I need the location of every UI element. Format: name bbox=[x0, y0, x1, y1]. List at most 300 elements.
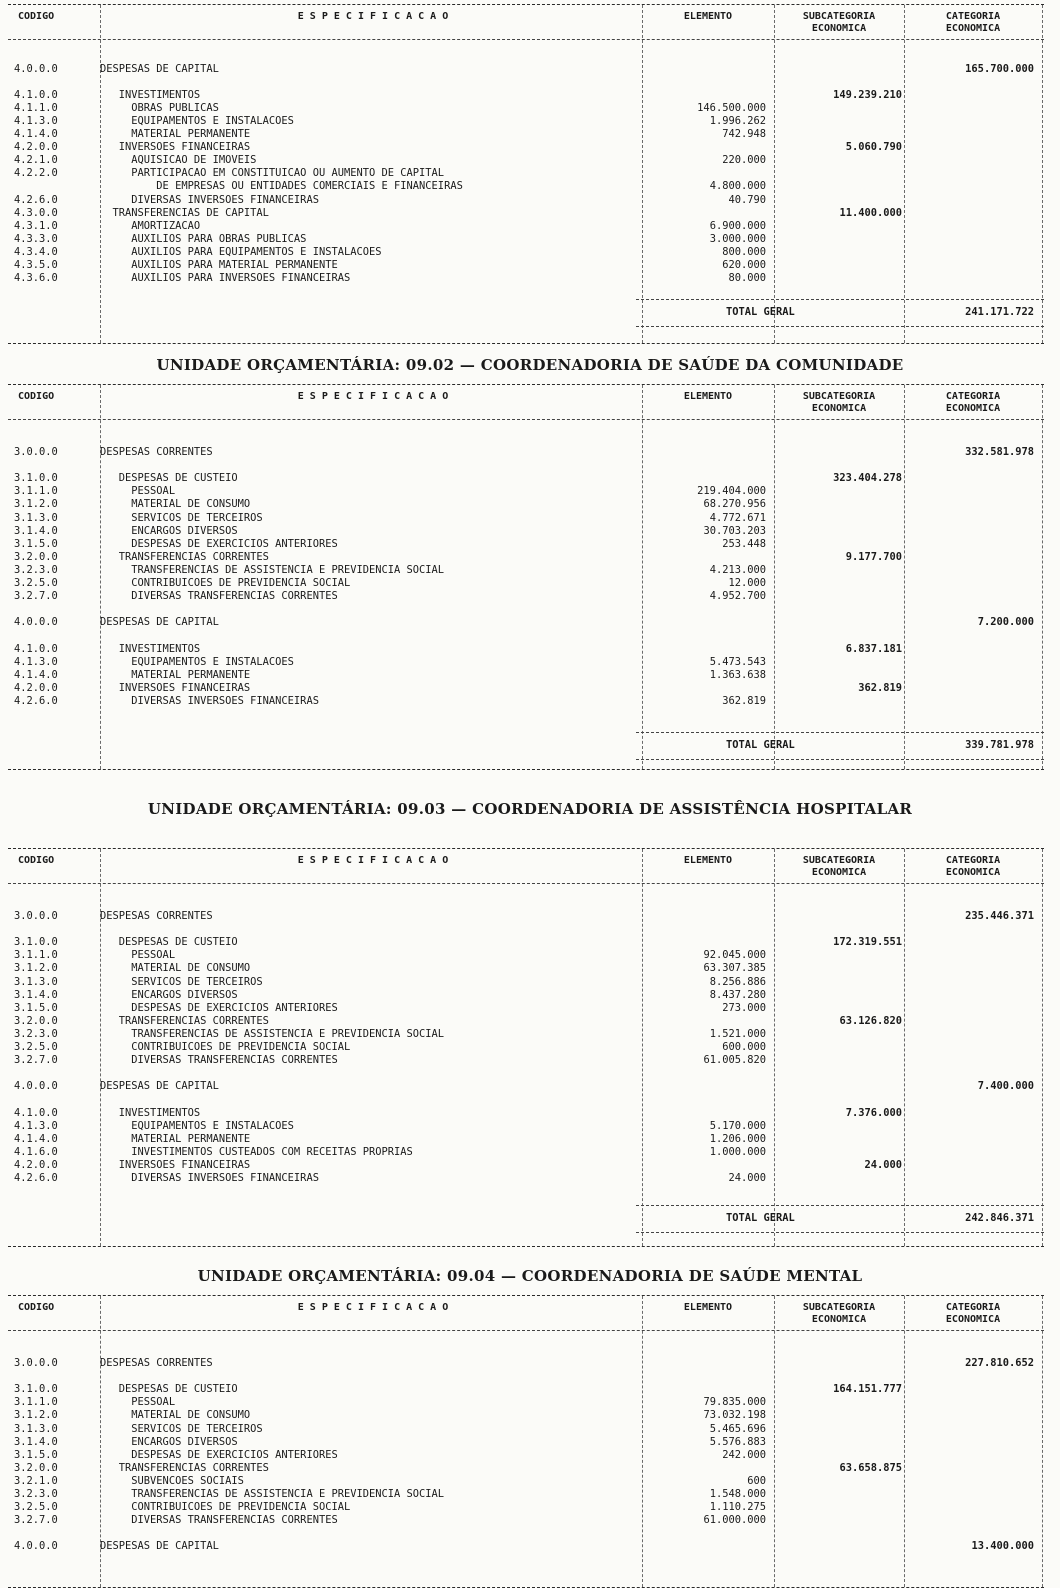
row-description: TRANSFERENCIAS DE ASSISTENCIA E PREVIDENCIA SOCIAL bbox=[100, 1027, 445, 1040]
row-description: AMORTIZACAO bbox=[100, 219, 201, 232]
row-description: EQUIPAMENTOS E INSTALACOES bbox=[100, 655, 294, 668]
table-row bbox=[8, 459, 1044, 472]
row-description: DE EMPRESAS OU ENTIDADES COMERCIAIS E FINANCEIRAS bbox=[100, 180, 463, 193]
row-elemento: 1.363.638 bbox=[709, 668, 766, 681]
row-description: DIVERSAS INVERSOES FINANCEIRAS bbox=[100, 193, 319, 206]
row-code: 4.0.0.0 bbox=[14, 1080, 58, 1093]
row-subcategoria: 63.658.875 bbox=[839, 1461, 902, 1474]
table-row bbox=[8, 1093, 1044, 1106]
row-code: 3.0.0.0 bbox=[14, 1357, 58, 1369]
budget-table bbox=[8, 4, 1044, 344]
row-categoria: 13.400.000 bbox=[971, 1540, 1034, 1553]
row-description: DESPESAS CORRENTES bbox=[100, 446, 213, 458]
row-elemento: 61.005.820 bbox=[703, 1054, 766, 1067]
table-row bbox=[8, 1449, 1044, 1462]
table-row bbox=[8, 1527, 1044, 1540]
row-elemento: 5.170.000 bbox=[709, 1119, 766, 1132]
row-code: 3.1.0.0 bbox=[14, 1383, 58, 1396]
table-row bbox=[8, 220, 1044, 233]
row-elemento: 68.270.956 bbox=[703, 498, 766, 511]
table-row bbox=[8, 1172, 1044, 1185]
row-description: SERVICOS DE TERCEIROS bbox=[100, 511, 263, 524]
row-elemento: 4.772.671 bbox=[709, 511, 766, 524]
row-description: DIVERSAS TRANSFERENCIAS CORRENTES bbox=[100, 1514, 338, 1527]
row-description: PESSOAL bbox=[100, 485, 176, 498]
table-row bbox=[8, 1015, 1044, 1028]
row-categoria: 7.400.000 bbox=[977, 1080, 1034, 1093]
table-row bbox=[8, 76, 1044, 89]
table-row bbox=[8, 1488, 1044, 1501]
row-code: 3.0.0.0 bbox=[14, 446, 58, 458]
budget-table bbox=[8, 384, 1044, 770]
header-codigo: CODIGO bbox=[18, 391, 55, 402]
row-code: 3.1.4.0 bbox=[14, 524, 58, 537]
row-code: 3.2.5.0 bbox=[14, 577, 58, 589]
row-elemento: 30.703.203 bbox=[703, 524, 766, 537]
table-row bbox=[8, 1120, 1044, 1133]
row-code: 4.3.4.0 bbox=[14, 245, 58, 258]
row-description: TRANSFERENCIAS CORRENTES bbox=[100, 1461, 269, 1474]
table-row bbox=[8, 180, 1044, 193]
table-row bbox=[8, 1133, 1044, 1146]
table-row bbox=[8, 577, 1044, 590]
table-row bbox=[8, 682, 1044, 695]
table-row bbox=[8, 272, 1044, 285]
table-row bbox=[8, 962, 1044, 975]
row-code: 4.0.0.0 bbox=[14, 63, 58, 75]
row-subcategoria: 172.319.551 bbox=[833, 936, 902, 949]
row-description: SERVICOS DE TERCEIROS bbox=[100, 1422, 263, 1435]
row-subcategoria: 9.177.700 bbox=[845, 550, 902, 563]
table-row bbox=[8, 1067, 1044, 1080]
header-categoria: CATEGORIA ECONOMICA bbox=[945, 855, 1001, 878]
row-description: MATERIAL PERMANENTE bbox=[100, 1132, 251, 1145]
total-value: 242.846.371 bbox=[965, 1212, 1034, 1224]
row-subcategoria: 362.819 bbox=[858, 681, 902, 694]
budget-table bbox=[8, 848, 1044, 1247]
header-codigo: CODIGO bbox=[18, 1302, 55, 1313]
header-especificacao: E S P E C I F I C A C A O bbox=[297, 1302, 449, 1313]
row-code: 4.1.3.0 bbox=[14, 115, 58, 128]
row-code: 3.2.7.0 bbox=[14, 1054, 58, 1067]
row-elemento: 8.256.886 bbox=[709, 975, 766, 988]
table-row bbox=[8, 1409, 1044, 1422]
header-codigo: CODIGO bbox=[18, 855, 55, 866]
table-row bbox=[8, 141, 1044, 154]
row-subcategoria: 6.837.181 bbox=[845, 642, 902, 655]
table-row bbox=[8, 643, 1044, 656]
row-description: DIVERSAS INVERSOES FINANCEIRAS bbox=[100, 1172, 319, 1184]
row-description: INVESTIMENTOS bbox=[100, 89, 201, 102]
row-description: MATERIAL DE CONSUMO bbox=[100, 1409, 251, 1422]
row-code: 3.2.0.0 bbox=[14, 1461, 58, 1474]
row-description: OBRAS PUBLICAS bbox=[100, 102, 219, 115]
row-code: 4.0.0.0 bbox=[14, 1540, 58, 1553]
table-row bbox=[8, 525, 1044, 538]
total-label: TOTAL GERAL bbox=[726, 1212, 795, 1224]
table-row bbox=[8, 656, 1044, 669]
table-row bbox=[8, 564, 1044, 577]
unit-title: UNIDADE ORÇAMENTÁRIA: 09.04 — COORDENADORIA DE SAÚDE MENTAL bbox=[197, 1267, 863, 1285]
row-description: DESPESAS CORRENTES bbox=[100, 1357, 213, 1369]
row-code: 3.1.1.0 bbox=[14, 485, 58, 498]
row-elemento: 362.819 bbox=[722, 694, 766, 707]
table-row bbox=[8, 949, 1044, 962]
table-row bbox=[8, 1475, 1044, 1488]
table-row bbox=[8, 194, 1044, 207]
row-code: 4.1.4.0 bbox=[14, 128, 58, 141]
row-elemento: 600 bbox=[747, 1474, 766, 1487]
row-elemento: 63.307.385 bbox=[703, 962, 766, 975]
row-code: 4.3.5.0 bbox=[14, 258, 58, 271]
row-code: 3.1.3.0 bbox=[14, 1422, 58, 1435]
row-code: 3.1.2.0 bbox=[14, 1409, 58, 1422]
row-code: 3.2.3.0 bbox=[14, 1488, 58, 1500]
table-row bbox=[8, 1396, 1044, 1409]
table-row bbox=[8, 551, 1044, 564]
table-row bbox=[8, 629, 1044, 642]
row-description: AUXILIOS PARA OBRAS PUBLICAS bbox=[100, 232, 307, 245]
budget-table bbox=[8, 1295, 1044, 1588]
header-elemento: ELEMENTO bbox=[683, 391, 733, 402]
row-code: 3.2.0.0 bbox=[14, 1014, 58, 1027]
row-elemento: 5.473.543 bbox=[709, 655, 766, 668]
header-elemento: ELEMENTO bbox=[683, 11, 733, 22]
row-description: INVERSOES FINANCEIRAS bbox=[100, 681, 251, 694]
row-elemento: 1.000.000 bbox=[709, 1145, 766, 1158]
row-description: PESSOAL bbox=[100, 1396, 176, 1409]
row-elemento: 4.800.000 bbox=[709, 180, 766, 193]
row-categoria: 227.810.652 bbox=[965, 1357, 1034, 1369]
row-subcategoria: 323.404.278 bbox=[833, 472, 902, 485]
table-row bbox=[8, 207, 1044, 220]
row-elemento: 61.000.000 bbox=[703, 1514, 766, 1527]
table-row bbox=[8, 89, 1044, 102]
table-row bbox=[8, 246, 1044, 259]
row-description: TRANSFERENCIAS DE CAPITAL bbox=[100, 206, 269, 219]
row-description: AUXILIOS PARA INVERSOES FINANCEIRAS bbox=[100, 271, 351, 284]
row-code: 3.1.5.0 bbox=[14, 537, 58, 550]
header-categoria: CATEGORIA ECONOMICA bbox=[945, 391, 1001, 414]
total-geral-box bbox=[636, 299, 1044, 327]
row-code: 3.2.5.0 bbox=[14, 1501, 58, 1514]
row-elemento: 79.835.000 bbox=[703, 1396, 766, 1409]
row-description: TRANSFERENCIAS DE ASSISTENCIA E PREVIDENCIA SOCIAL bbox=[100, 1488, 445, 1500]
row-description: AUXILIOS PARA EQUIPAMENTOS E INSTALACOES bbox=[100, 245, 382, 258]
total-value: 339.781.978 bbox=[965, 739, 1034, 751]
table-row bbox=[8, 154, 1044, 167]
row-description: PARTICIPACAO EM CONSTITUICAO OU AUMENTO DE CAPITAL bbox=[100, 167, 445, 180]
row-code: 3.1.2.0 bbox=[14, 962, 58, 975]
row-subcategoria: 7.376.000 bbox=[845, 1106, 902, 1119]
table-row bbox=[8, 167, 1044, 180]
row-description: DIVERSAS TRANSFERENCIAS CORRENTES bbox=[100, 1054, 338, 1067]
row-elemento: 4.213.000 bbox=[709, 563, 766, 576]
header-categoria: CATEGORIA ECONOMICA bbox=[945, 1302, 1001, 1325]
row-description: DESPESAS DE CUSTEIO bbox=[100, 1383, 238, 1396]
row-description: DESPESAS DE CAPITAL bbox=[100, 63, 219, 75]
row-code: 3.2.1.0 bbox=[14, 1474, 58, 1487]
table-row bbox=[8, 603, 1044, 616]
table-row bbox=[8, 616, 1044, 629]
table-row bbox=[8, 1159, 1044, 1172]
row-description: CONTRIBUICOES DE PREVIDENCIA SOCIAL bbox=[100, 1501, 351, 1514]
row-description: SERVICOS DE TERCEIROS bbox=[100, 975, 263, 988]
table-row bbox=[8, 128, 1044, 141]
row-description: DESPESAS DE CAPITAL bbox=[100, 616, 219, 629]
row-code: 3.1.0.0 bbox=[14, 472, 58, 485]
row-elemento: 220.000 bbox=[722, 154, 766, 167]
row-description: TRANSFERENCIAS DE ASSISTENCIA E PREVIDENCIA SOCIAL bbox=[100, 563, 445, 576]
row-description: INVESTIMENTOS bbox=[100, 1106, 201, 1119]
table-row bbox=[8, 1080, 1044, 1093]
row-description: AQUISICAO DE IMOVEIS bbox=[100, 154, 257, 167]
row-elemento: 5.465.696 bbox=[709, 1422, 766, 1435]
table-row bbox=[8, 1423, 1044, 1436]
table-row bbox=[8, 910, 1044, 923]
row-elemento: 1.548.000 bbox=[709, 1488, 766, 1500]
row-code: 3.2.3.0 bbox=[14, 1027, 58, 1040]
row-description: ENCARGOS DIVERSOS bbox=[100, 988, 238, 1001]
row-code: 3.2.0.0 bbox=[14, 550, 58, 563]
row-description: MATERIAL PERMANENTE bbox=[100, 128, 251, 141]
total-geral-box bbox=[636, 1205, 1044, 1233]
header-categoria: CATEGORIA ECONOMICA bbox=[945, 11, 1001, 34]
row-elemento: 219.404.000 bbox=[697, 485, 766, 498]
row-description: DESPESAS DE CAPITAL bbox=[100, 1080, 219, 1093]
total-geral-box bbox=[636, 732, 1044, 760]
row-elemento: 5.576.883 bbox=[709, 1435, 766, 1448]
unit-title: UNIDADE ORÇAMENTÁRIA: 09.03 — COORDENADORIA DE ASSISTÊNCIA HOSPITALAR bbox=[147, 800, 913, 818]
row-description: INVERSOES FINANCEIRAS bbox=[100, 1158, 251, 1171]
row-subcategoria: 5.060.790 bbox=[845, 141, 902, 154]
total-value: 241.171.722 bbox=[965, 306, 1034, 318]
total-label: TOTAL GERAL bbox=[726, 306, 795, 318]
row-code: 3.2.5.0 bbox=[14, 1041, 58, 1053]
row-description: EQUIPAMENTOS E INSTALACOES bbox=[100, 115, 294, 128]
row-code: 4.2.0.0 bbox=[14, 1158, 58, 1171]
row-code: 4.2.0.0 bbox=[14, 141, 58, 154]
row-elemento: 1.206.000 bbox=[709, 1132, 766, 1145]
row-code: 4.1.3.0 bbox=[14, 1119, 58, 1132]
row-code: 3.2.7.0 bbox=[14, 590, 58, 603]
row-elemento: 73.032.198 bbox=[703, 1409, 766, 1422]
row-code: 4.1.4.0 bbox=[14, 668, 58, 681]
row-code: 3.1.1.0 bbox=[14, 949, 58, 962]
header-especificacao: E S P E C I F I C A C A O bbox=[297, 855, 449, 866]
table-row bbox=[8, 590, 1044, 603]
table-row bbox=[8, 1501, 1044, 1514]
row-elemento: 620.000 bbox=[722, 258, 766, 271]
row-code: 4.1.0.0 bbox=[14, 1106, 58, 1119]
row-subcategoria: 63.126.820 bbox=[839, 1014, 902, 1027]
row-elemento: 4.952.700 bbox=[709, 590, 766, 603]
row-description: DESPESAS DE CAPITAL bbox=[100, 1540, 219, 1553]
row-elemento: 742.948 bbox=[722, 128, 766, 141]
row-elemento: 1.521.000 bbox=[709, 1027, 766, 1040]
row-elemento: 92.045.000 bbox=[703, 949, 766, 962]
row-elemento: 600.000 bbox=[722, 1041, 766, 1053]
row-subcategoria: 11.400.000 bbox=[839, 206, 902, 219]
table-row bbox=[8, 1436, 1044, 1449]
table-row bbox=[8, 989, 1044, 1002]
table-row bbox=[8, 1146, 1044, 1159]
row-code: 4.3.1.0 bbox=[14, 219, 58, 232]
table-row bbox=[8, 512, 1044, 525]
row-code: 4.1.1.0 bbox=[14, 102, 58, 115]
row-description: DESPESAS DE EXERCICIOS ANTERIORES bbox=[100, 537, 338, 550]
row-code: 3.1.2.0 bbox=[14, 498, 58, 511]
row-code: 3.1.4.0 bbox=[14, 1435, 58, 1448]
row-elemento: 253.448 bbox=[722, 537, 766, 550]
row-elemento: 12.000 bbox=[728, 577, 766, 589]
row-description: CONTRIBUICOES DE PREVIDENCIA SOCIAL bbox=[100, 1041, 351, 1053]
table-row bbox=[8, 669, 1044, 682]
row-categoria: 7.200.000 bbox=[977, 616, 1034, 629]
row-code: 4.1.0.0 bbox=[14, 642, 58, 655]
row-code: 3.1.5.0 bbox=[14, 1001, 58, 1014]
row-code: 3.1.0.0 bbox=[14, 936, 58, 949]
row-description: ENCARGOS DIVERSOS bbox=[100, 524, 238, 537]
table-row bbox=[8, 498, 1044, 511]
header-rule bbox=[8, 883, 1044, 884]
row-code: 3.1.5.0 bbox=[14, 1448, 58, 1461]
row-elemento: 8.437.280 bbox=[709, 988, 766, 1001]
row-description: MATERIAL DE CONSUMO bbox=[100, 962, 251, 975]
row-description: MATERIAL DE CONSUMO bbox=[100, 498, 251, 511]
table-row bbox=[8, 1107, 1044, 1120]
table-row bbox=[8, 1357, 1044, 1370]
row-description: INVESTIMENTOS bbox=[100, 642, 201, 655]
header-subcategoria: SUBCATEGORIA ECONOMICA bbox=[802, 11, 876, 34]
row-code: 4.3.6.0 bbox=[14, 271, 58, 284]
row-description: DIVERSAS TRANSFERENCIAS CORRENTES bbox=[100, 590, 338, 603]
table-row bbox=[8, 1028, 1044, 1041]
table-row bbox=[8, 259, 1044, 272]
header-elemento: ELEMENTO bbox=[683, 1302, 733, 1313]
header-subcategoria: SUBCATEGORIA ECONOMICA bbox=[802, 1302, 876, 1325]
row-description: ENCARGOS DIVERSOS bbox=[100, 1435, 238, 1448]
table-row bbox=[8, 936, 1044, 949]
row-code: 4.1.6.0 bbox=[14, 1145, 58, 1158]
header-subcategoria: SUBCATEGORIA ECONOMICA bbox=[802, 391, 876, 414]
row-code: 4.2.0.0 bbox=[14, 681, 58, 694]
table-row bbox=[8, 1462, 1044, 1475]
row-code: 4.2.1.0 bbox=[14, 154, 58, 167]
header-especificacao: E S P E C I F I C A C A O bbox=[297, 11, 449, 22]
table-row bbox=[8, 1002, 1044, 1015]
table-row bbox=[8, 63, 1044, 76]
table-row bbox=[8, 976, 1044, 989]
row-code: 4.1.0.0 bbox=[14, 89, 58, 102]
row-description: EQUIPAMENTOS E INSTALACOES bbox=[100, 1119, 294, 1132]
row-code: 4.0.0.0 bbox=[14, 616, 58, 629]
table-row bbox=[8, 472, 1044, 485]
row-code: 4.2.6.0 bbox=[14, 193, 58, 206]
row-subcategoria: 164.151.777 bbox=[833, 1383, 902, 1396]
unit-title: UNIDADE ORÇAMENTÁRIA: 09.02 — COORDENADORIA DE SAÚDE DA COMUNIDADE bbox=[156, 356, 904, 374]
row-description: DESPESAS DE CUSTEIO bbox=[100, 472, 238, 485]
header-elemento: ELEMENTO bbox=[683, 855, 733, 866]
table-row bbox=[8, 1041, 1044, 1054]
row-description: INVERSOES FINANCEIRAS bbox=[100, 141, 251, 154]
row-description: DESPESAS DE EXERCICIOS ANTERIORES bbox=[100, 1001, 338, 1014]
row-code: 4.2.6.0 bbox=[14, 1172, 58, 1184]
row-description: TRANSFERENCIAS CORRENTES bbox=[100, 1014, 269, 1027]
row-code: 3.2.7.0 bbox=[14, 1514, 58, 1527]
row-description: CONTRIBUICOES DE PREVIDENCIA SOCIAL bbox=[100, 577, 351, 589]
total-label: TOTAL GERAL bbox=[726, 739, 795, 751]
table-row bbox=[8, 115, 1044, 128]
row-description: AUXILIOS PARA MATERIAL PERMANENTE bbox=[100, 258, 338, 271]
row-code: 3.0.0.0 bbox=[14, 910, 58, 922]
table-row bbox=[8, 695, 1044, 708]
row-code: 4.1.4.0 bbox=[14, 1132, 58, 1145]
row-description: TRANSFERENCIAS CORRENTES bbox=[100, 550, 269, 563]
row-elemento: 24.000 bbox=[728, 1172, 766, 1184]
row-subcategoria: 24.000 bbox=[864, 1158, 902, 1171]
row-description: DESPESAS DE EXERCICIOS ANTERIORES bbox=[100, 1448, 338, 1461]
row-code: 4.3.3.0 bbox=[14, 232, 58, 245]
row-code: 4.1.3.0 bbox=[14, 655, 58, 668]
row-categoria: 332.581.978 bbox=[965, 446, 1034, 458]
row-code: 3.2.3.0 bbox=[14, 563, 58, 576]
table-row bbox=[8, 538, 1044, 551]
row-code: 4.2.2.0 bbox=[14, 167, 58, 180]
row-code: 3.1.3.0 bbox=[14, 511, 58, 524]
row-elemento: 146.500.000 bbox=[697, 102, 766, 115]
row-elemento: 1.996.262 bbox=[709, 115, 766, 128]
row-elemento: 3.000.000 bbox=[709, 232, 766, 245]
header-rule bbox=[8, 1330, 1044, 1331]
table-row bbox=[8, 1054, 1044, 1067]
table-row bbox=[8, 485, 1044, 498]
table-row bbox=[8, 446, 1044, 459]
row-description: DESPESAS CORRENTES bbox=[100, 910, 213, 922]
header-subcategoria: SUBCATEGORIA ECONOMICA bbox=[802, 855, 876, 878]
row-code: 3.1.3.0 bbox=[14, 975, 58, 988]
row-description: INVESTIMENTOS CUSTEADOS COM RECEITAS PROPRIAS bbox=[100, 1145, 413, 1158]
row-code: 4.2.6.0 bbox=[14, 694, 58, 707]
table-row bbox=[8, 102, 1044, 115]
row-description: SUBVENCOES SOCIAIS bbox=[100, 1474, 244, 1487]
table-row bbox=[8, 1514, 1044, 1527]
row-subcategoria: 149.239.210 bbox=[833, 89, 902, 102]
row-description: DIVERSAS INVERSOES FINANCEIRAS bbox=[100, 694, 319, 707]
row-elemento: 80.000 bbox=[728, 271, 766, 284]
row-categoria: 165.700.000 bbox=[965, 63, 1034, 75]
row-elemento: 6.900.000 bbox=[709, 219, 766, 232]
row-description: PESSOAL bbox=[100, 949, 176, 962]
header-codigo: CODIGO bbox=[18, 11, 55, 22]
row-categoria: 235.446.371 bbox=[965, 910, 1034, 922]
row-code: 4.3.0.0 bbox=[14, 206, 58, 219]
table-row bbox=[8, 233, 1044, 246]
table-row bbox=[8, 923, 1044, 936]
table-row bbox=[8, 1540, 1044, 1553]
row-description: MATERIAL PERMANENTE bbox=[100, 668, 251, 681]
row-elemento: 1.110.275 bbox=[709, 1501, 766, 1514]
table-row bbox=[8, 1370, 1044, 1383]
header-especificacao: E S P E C I F I C A C A O bbox=[297, 391, 449, 402]
row-elemento: 800.000 bbox=[722, 245, 766, 258]
row-code: 3.1.4.0 bbox=[14, 988, 58, 1001]
row-code: 3.1.1.0 bbox=[14, 1396, 58, 1409]
row-elemento: 273.000 bbox=[722, 1001, 766, 1014]
row-description: DESPESAS DE CUSTEIO bbox=[100, 936, 238, 949]
header-rule bbox=[8, 419, 1044, 420]
table-row bbox=[8, 1383, 1044, 1396]
